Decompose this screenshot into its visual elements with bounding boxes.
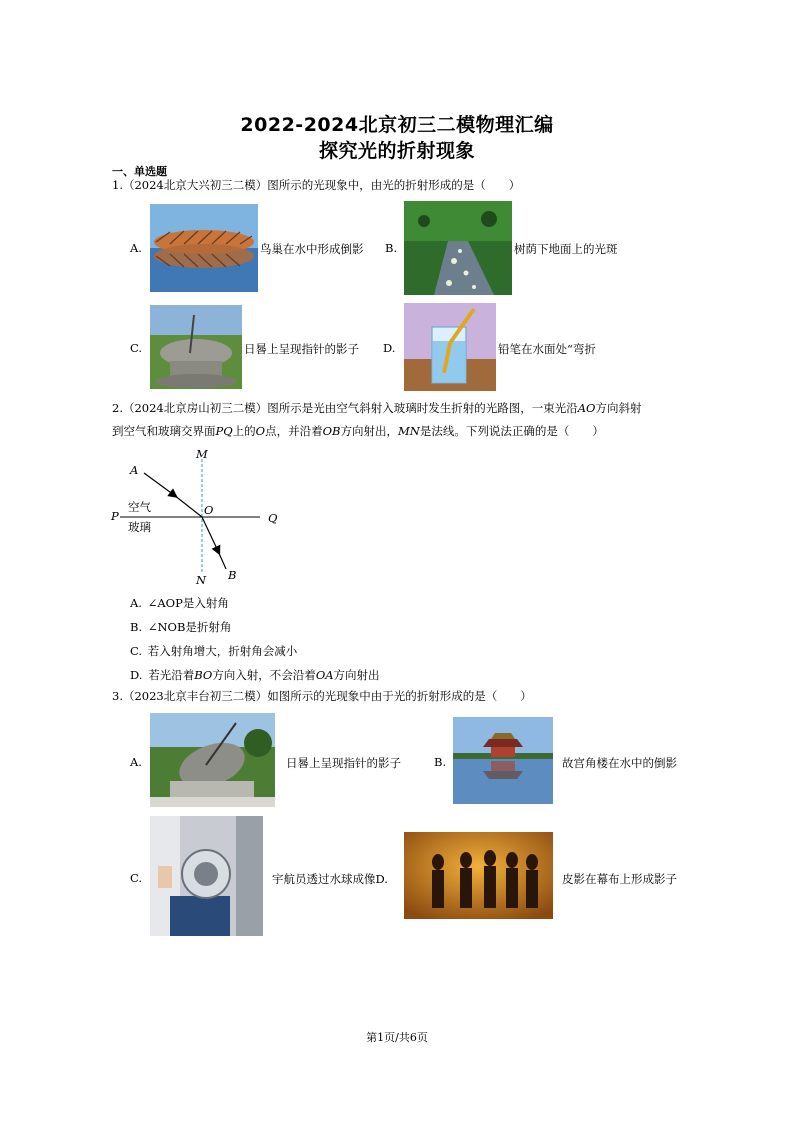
q3-option-c-letter: C. xyxy=(130,871,143,885)
q2-option-c xyxy=(130,643,297,659)
q1-option-d-caption: 铅笔在水面处“弯折 xyxy=(498,342,596,356)
q2-option-a-letter: A. xyxy=(130,596,142,610)
document-title-line1: 2022-2024北京初三二模物理汇编 xyxy=(240,114,554,136)
label-glass: 玻璃 xyxy=(128,520,151,534)
label-m: M xyxy=(196,447,208,461)
pencil-bent-in-water-image xyxy=(404,303,496,391)
q2-stem-text: 到空气和玻璃交界面 xyxy=(112,424,216,438)
question-2-stem-line1 xyxy=(112,397,641,419)
q1-option-a-letter: A. xyxy=(130,241,142,255)
q3-option-b-letter: B. xyxy=(434,755,447,769)
document-title-line2: 探究光的折射现象 xyxy=(318,140,475,162)
q2-option-d xyxy=(130,667,380,683)
q3-option-a-caption: 日晷上呈现指针的影子 xyxy=(286,756,401,770)
bird-nest-reflection-image xyxy=(150,204,258,292)
q2-stem-text: 上的 xyxy=(232,424,256,438)
q2-option-c-text: 若入射角增大，折射角会减小 xyxy=(147,644,298,658)
refraction-diagram xyxy=(108,445,288,587)
q1-option-c-caption: 日晷上呈现指针的影子 xyxy=(244,342,359,356)
q2-option-c-letter: C. xyxy=(130,644,143,658)
q2-stem-normal-mn: MN xyxy=(398,424,420,438)
label-q: Q xyxy=(268,511,278,525)
q2-option-a-text: ∠AOP是入射角 xyxy=(147,596,229,610)
q1-option-a-caption: 鸟巢在水中形成倒影 xyxy=(260,242,364,256)
tree-shade-light-spots-image xyxy=(404,201,512,295)
shadow-puppet-image xyxy=(404,832,553,919)
q2-stem-point-o: O xyxy=(255,424,266,438)
question-1-stem: 1.（2024北京大兴初三二模）图所示的光现象中，由光的折射形成的是（ ） xyxy=(112,178,521,192)
q2-stem-text: 方向射出， xyxy=(340,424,398,438)
q2-option-d-ray-oa: OA xyxy=(315,668,334,682)
q2-option-b xyxy=(130,619,231,635)
label-b: B xyxy=(228,568,237,582)
q2-stem-interface-pq: PQ xyxy=(215,424,233,438)
label-o: O xyxy=(204,503,214,517)
q1-option-d-letter: D. xyxy=(383,341,396,355)
q2-stem-text: 点，并沿着 xyxy=(265,424,323,438)
q2-stem-text: 方向斜射 xyxy=(595,401,642,415)
sundial-shadow-image xyxy=(150,305,242,389)
label-n: N xyxy=(196,573,207,587)
q2-stem-ray-ao: AO xyxy=(577,401,596,415)
q2-stem-ray-ob: OB xyxy=(322,424,341,438)
q2-option-d-text: 方向射出 xyxy=(333,668,380,682)
q1-option-b-letter: B. xyxy=(385,241,398,255)
q2-stem-text: 是法线。下列说法正确的是（ ） xyxy=(419,424,604,438)
q2-option-d-letter: D. xyxy=(130,668,143,682)
label-p: P xyxy=(111,509,119,523)
q2-option-d-text: 方向入射，不会沿着 xyxy=(212,668,316,682)
incident-ray-ao xyxy=(144,473,174,495)
q1-option-c-letter: C. xyxy=(130,341,143,355)
q2-option-d-text: 若光沿着 xyxy=(148,668,195,682)
refracted-ray-ob xyxy=(202,517,218,551)
q3-option-c-caption: 宇航员透过水球成像D. xyxy=(272,872,388,886)
q2-stem-text: 2.（2024北京房山初三二模）图所示是光由空气斜射入玻璃时发生折射的光路图，一束光沿 xyxy=(112,401,578,415)
question-2-stem-line2 xyxy=(112,420,604,442)
astronaut-water-ball-image xyxy=(150,816,263,936)
q3-option-d-caption: 皮影在幕布上形成影子 xyxy=(562,872,677,886)
q2-option-b-letter: B. xyxy=(130,620,143,634)
section-heading: 一、单选题 xyxy=(112,165,167,178)
q3-option-b-caption: 故宫角楼在水中的倒影 xyxy=(562,756,677,770)
sundial-shadow-photo xyxy=(150,713,275,807)
label-air: 空气 xyxy=(128,500,151,514)
q2-option-d-ray-bo: BO xyxy=(194,668,213,682)
q3-option-a-letter: A. xyxy=(130,755,142,769)
q2-option-a xyxy=(130,595,229,611)
q1-option-b-caption: 树荫下地面上的光斑 xyxy=(514,242,618,256)
label-a: A xyxy=(130,463,139,477)
page-footer: 第1页/共6页 xyxy=(366,1031,428,1044)
corner-tower-reflection-image xyxy=(453,717,553,804)
q2-option-b-text: ∠NOB是折射角 xyxy=(147,620,232,634)
question-3-stem: 3.（2023北京丰台初三二模）如图所示的光现象中由于光的折射形成的是（ ） xyxy=(112,689,532,703)
